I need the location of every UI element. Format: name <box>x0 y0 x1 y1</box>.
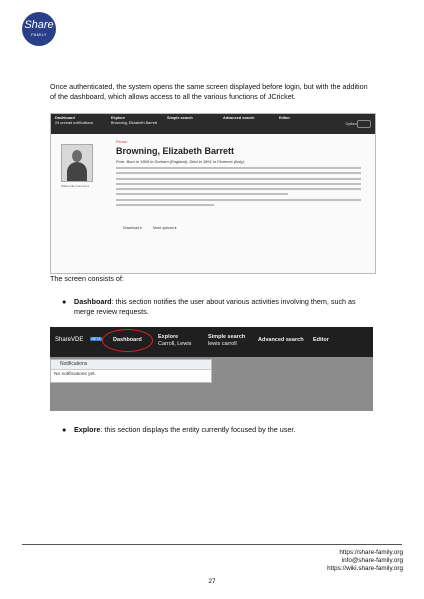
screenshot-dashboard <box>50 327 373 411</box>
footer-wiki[interactable]: https://wiki.share-family.org <box>327 565 403 572</box>
nav-simple-search-2: Simple search lewis carroll <box>208 334 246 347</box>
portrait-caption: Wikimedia Commons <box>61 184 90 188</box>
beta-badge: BETA <box>91 337 101 341</box>
nav-options: Options <box>345 122 357 126</box>
nav-simple-search: Simple search <box>167 116 193 120</box>
nav-explore-2: Explore Carroll, Lewis <box>158 334 192 347</box>
bullet-dot-icon: ● <box>62 425 67 434</box>
dashboard-body <box>50 357 373 411</box>
consists-text: The screen consists of: <box>50 274 124 283</box>
more-options-button: More options ▾ <box>153 226 177 230</box>
nav-dashboard: Dashboard 24 unread notifications <box>55 116 94 125</box>
footer-email[interactable]: info@share-family.org <box>341 557 403 564</box>
notifications-header: Notifications <box>51 360 211 370</box>
share-family-logo <box>22 12 56 46</box>
page-number: 27 <box>208 578 216 585</box>
bullet-explore: ● Explore: this section displays the entity currently focused by the user. <box>62 425 296 434</box>
user-menu-icon <box>357 120 371 128</box>
logo-subtext: FAMILY <box>31 32 47 37</box>
entity-description <box>116 167 361 209</box>
nav-explore: Explore Browning, Elizabeth Barrett <box>111 116 158 125</box>
screenshot-nav-bar <box>51 114 375 134</box>
nav-editor: Editor <box>279 116 290 120</box>
footer-contacts <box>327 549 403 573</box>
intro-paragraph: Once authenticated, the system opens the same screen displayed before login, but with the addition of the dashboard, which allows access to all the various functions of JCricket. <box>50 82 368 101</box>
footer-website[interactable]: https://share-family.org <box>339 549 403 556</box>
notifications-panel <box>50 359 212 383</box>
footer-divider <box>22 544 402 545</box>
nav-editor-2: Editor <box>313 337 329 343</box>
nav-advanced-search-2: Advanced search <box>258 337 304 343</box>
download-button: Download ▾ <box>123 226 142 230</box>
bullet-dashboard: ● Dashboard: this section notifies the user about various activities involving them, such as merge review requests. <box>62 297 356 316</box>
entity-subtitle: Poet. Born in 1806 in Durham (England). Died in 1861 in Florence (Italy). <box>116 159 245 164</box>
bullet-dot-icon: ● <box>62 297 67 306</box>
entity-title: Browning, Elizabeth Barrett <box>116 146 235 156</box>
screenshot-nav-bar-2 <box>50 327 373 357</box>
screenshot-entity-page <box>50 113 376 274</box>
portrait-image <box>61 144 93 182</box>
entity-type-tag: Person <box>116 140 128 144</box>
nav-dashboard-2: Dashboard <box>113 337 142 343</box>
notifications-message: No notifications yet. <box>54 372 96 377</box>
nav-advanced-search: Advanced search <box>223 116 255 120</box>
sharevde-logo: ShareVDE <box>55 337 84 343</box>
logo-text: Share <box>24 19 54 31</box>
